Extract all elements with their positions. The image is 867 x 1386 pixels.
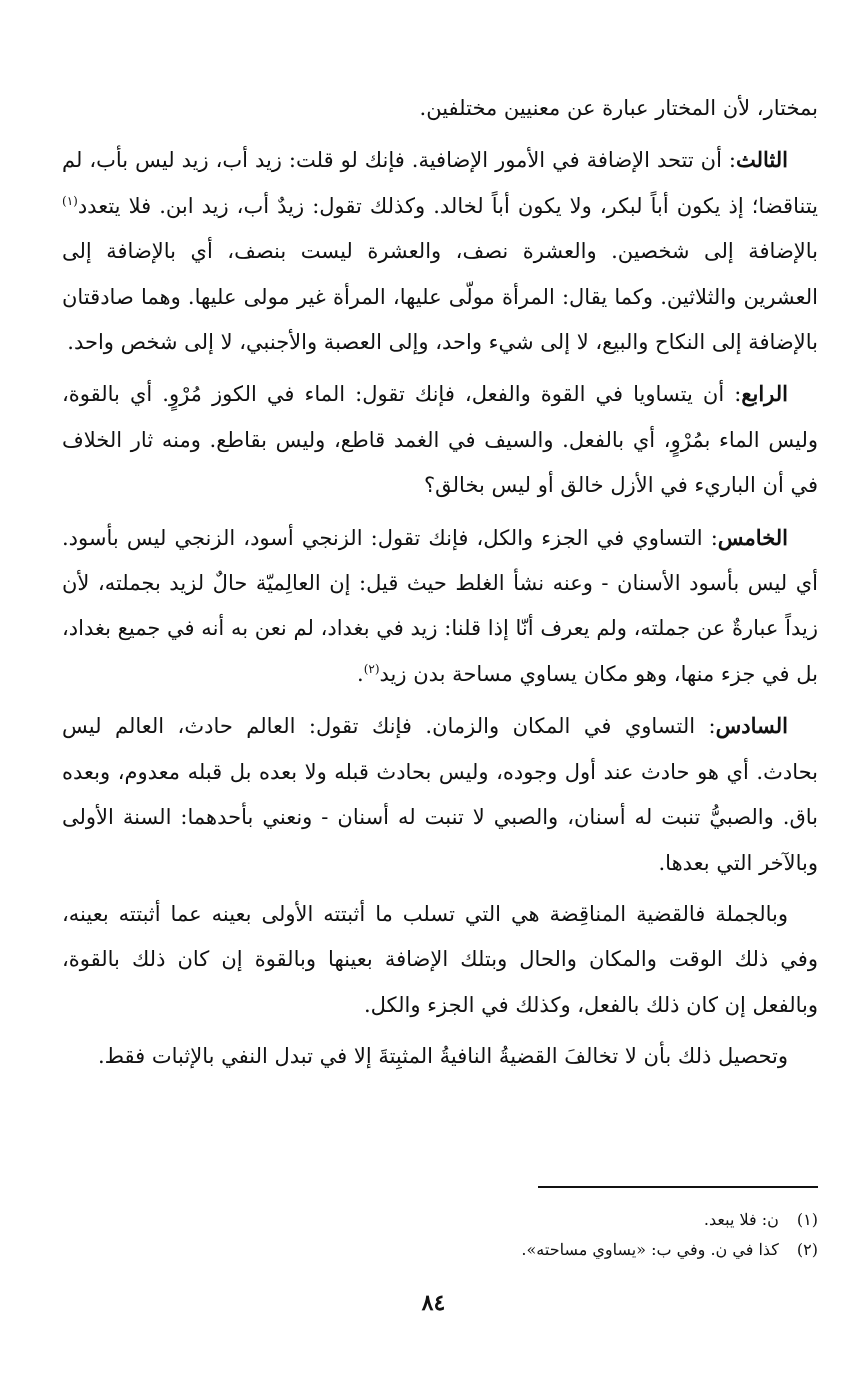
paragraph-heading: الخامس	[717, 524, 788, 550]
paragraph-text: : التساوي في الجزء والكل، فإنك تقول: الزنجي أسود، الزنجي ليس بأسود. أي ليس بأسود الأسنان - وعنه نشأ الغلط حيث قيل: إن العالِميّة حالٌ لزيد بجملته، لأن زيداً عبارةٌ عن جملته، ولم يعرف أنّا إذا قلنا: زيد في بغداد، لم نعن به أنه في جميع بغداد، بل في جزء منها، وهو مكان يساوي مساحة بدن زيد	[62, 525, 818, 686]
paragraph-text-continued: بالإضافة إلى شخصين. والعشرة نصف، والعشرة ليست بنصف، أي بالإضافة إلى العشرين والثلاثين. وكما يقال: المرأة مولّى عليها، المرأة غير مولى عليها. وهما صادقتان بالإضافة إلى النكاح والبيع، لا إلى شيء واحد، وإلى العصبة والأجنبي، لا إلى شخص واحد.	[62, 239, 818, 355]
paragraph-heading: الرابع	[741, 381, 788, 407]
paragraph-text: وبالجملة فالقضية المناقِضة هي التي تسلب ما أثبتته الأولى بعينه عما أثبتته بعينه، وفي ذلك الوقت والمكان والحال وبتلك الإضافة بعينها وبالقوة إن كان ذلك بالقوة، وبالفعل إن كان ذلك بالفعل، وكذلك في الجزء والكل.	[62, 901, 818, 1017]
paragraph-heading: السادس	[715, 713, 788, 739]
paragraph-text: وتحصيل ذلك بأن لا تخالفَ القضيةُ النافيةُ المثبِتةَ إلا في تبدل النفي بالإثبات فقط.	[97, 1044, 788, 1069]
footnotes	[420, 1205, 818, 1265]
footnote-item	[420, 1235, 818, 1265]
paragraph-text: : أن تتحد الإضافة في الأمور الإضافية. فإنك لو قلت: زيد أب، زيد ليس بأب، لم يتناقضا؛ إذ يكون أباً لبكر، ولا يكون أباً لخالد. وكذلك تقول: زيدٌ أب، زيد ابن. فلا يتعدد	[62, 148, 818, 218]
paragraph-heading: الثالث	[736, 147, 788, 173]
footnote-divider	[538, 1186, 818, 1188]
paragraph-sixth	[62, 703, 818, 886]
footnote-text: ن: فلا يبعد.	[703, 1210, 779, 1229]
paragraph-fourth	[62, 371, 818, 508]
footnote-item	[420, 1205, 818, 1235]
paragraph-fifth	[62, 515, 818, 698]
paragraph-conclusion	[62, 1034, 818, 1079]
footnote-number: (١)	[796, 1210, 818, 1229]
book-page-body	[62, 86, 818, 1086]
footnote-reference[interactable]: (١)	[62, 193, 78, 208]
paragraph-third	[62, 137, 818, 365]
footnote-number: (٢)	[796, 1240, 818, 1259]
page-number: ٨٤	[421, 1290, 446, 1316]
paragraph-text: بمختار، لأن المختار عبارة عن معنيين مختلفين.	[419, 96, 818, 120]
paragraph-text: : أن يتساويا في القوة والفعل، فإنك تقول: الماء في الكوز مُرْوٍ. أي بالقوة، وليس الماء بمُرْوٍ، أي بالفعل. والسيف في الغمد قاطع، وليس بقاطع. ومنه ثار الخلاف في أن الباريء في الأزل خالق أو ليس بخالق؟	[62, 382, 818, 498]
paragraph-text: : التساوي في المكان والزمان. فإنك تقول: العالم حادث، العالم ليس بحادث. أي هو حادث عند أول وجوده، وليس بحادث قبله ولا بعده بل قبله معدوم، وبعده باق. والصبيُّ تنبت له أسنان، والصبي لا تنبت له أسنان - ونعني بأحدهما: السنة الأولى وبالآخر التي بعدها.	[62, 714, 818, 875]
paragraph-text-continued: .	[357, 661, 364, 686]
footnote-reference[interactable]: (٢)	[363, 661, 380, 676]
footnote-text: كذا في ن. وفي ب: «يساوي مساحته».	[521, 1240, 779, 1259]
paragraph-summary	[62, 892, 818, 1028]
paragraph-opening	[62, 86, 818, 131]
